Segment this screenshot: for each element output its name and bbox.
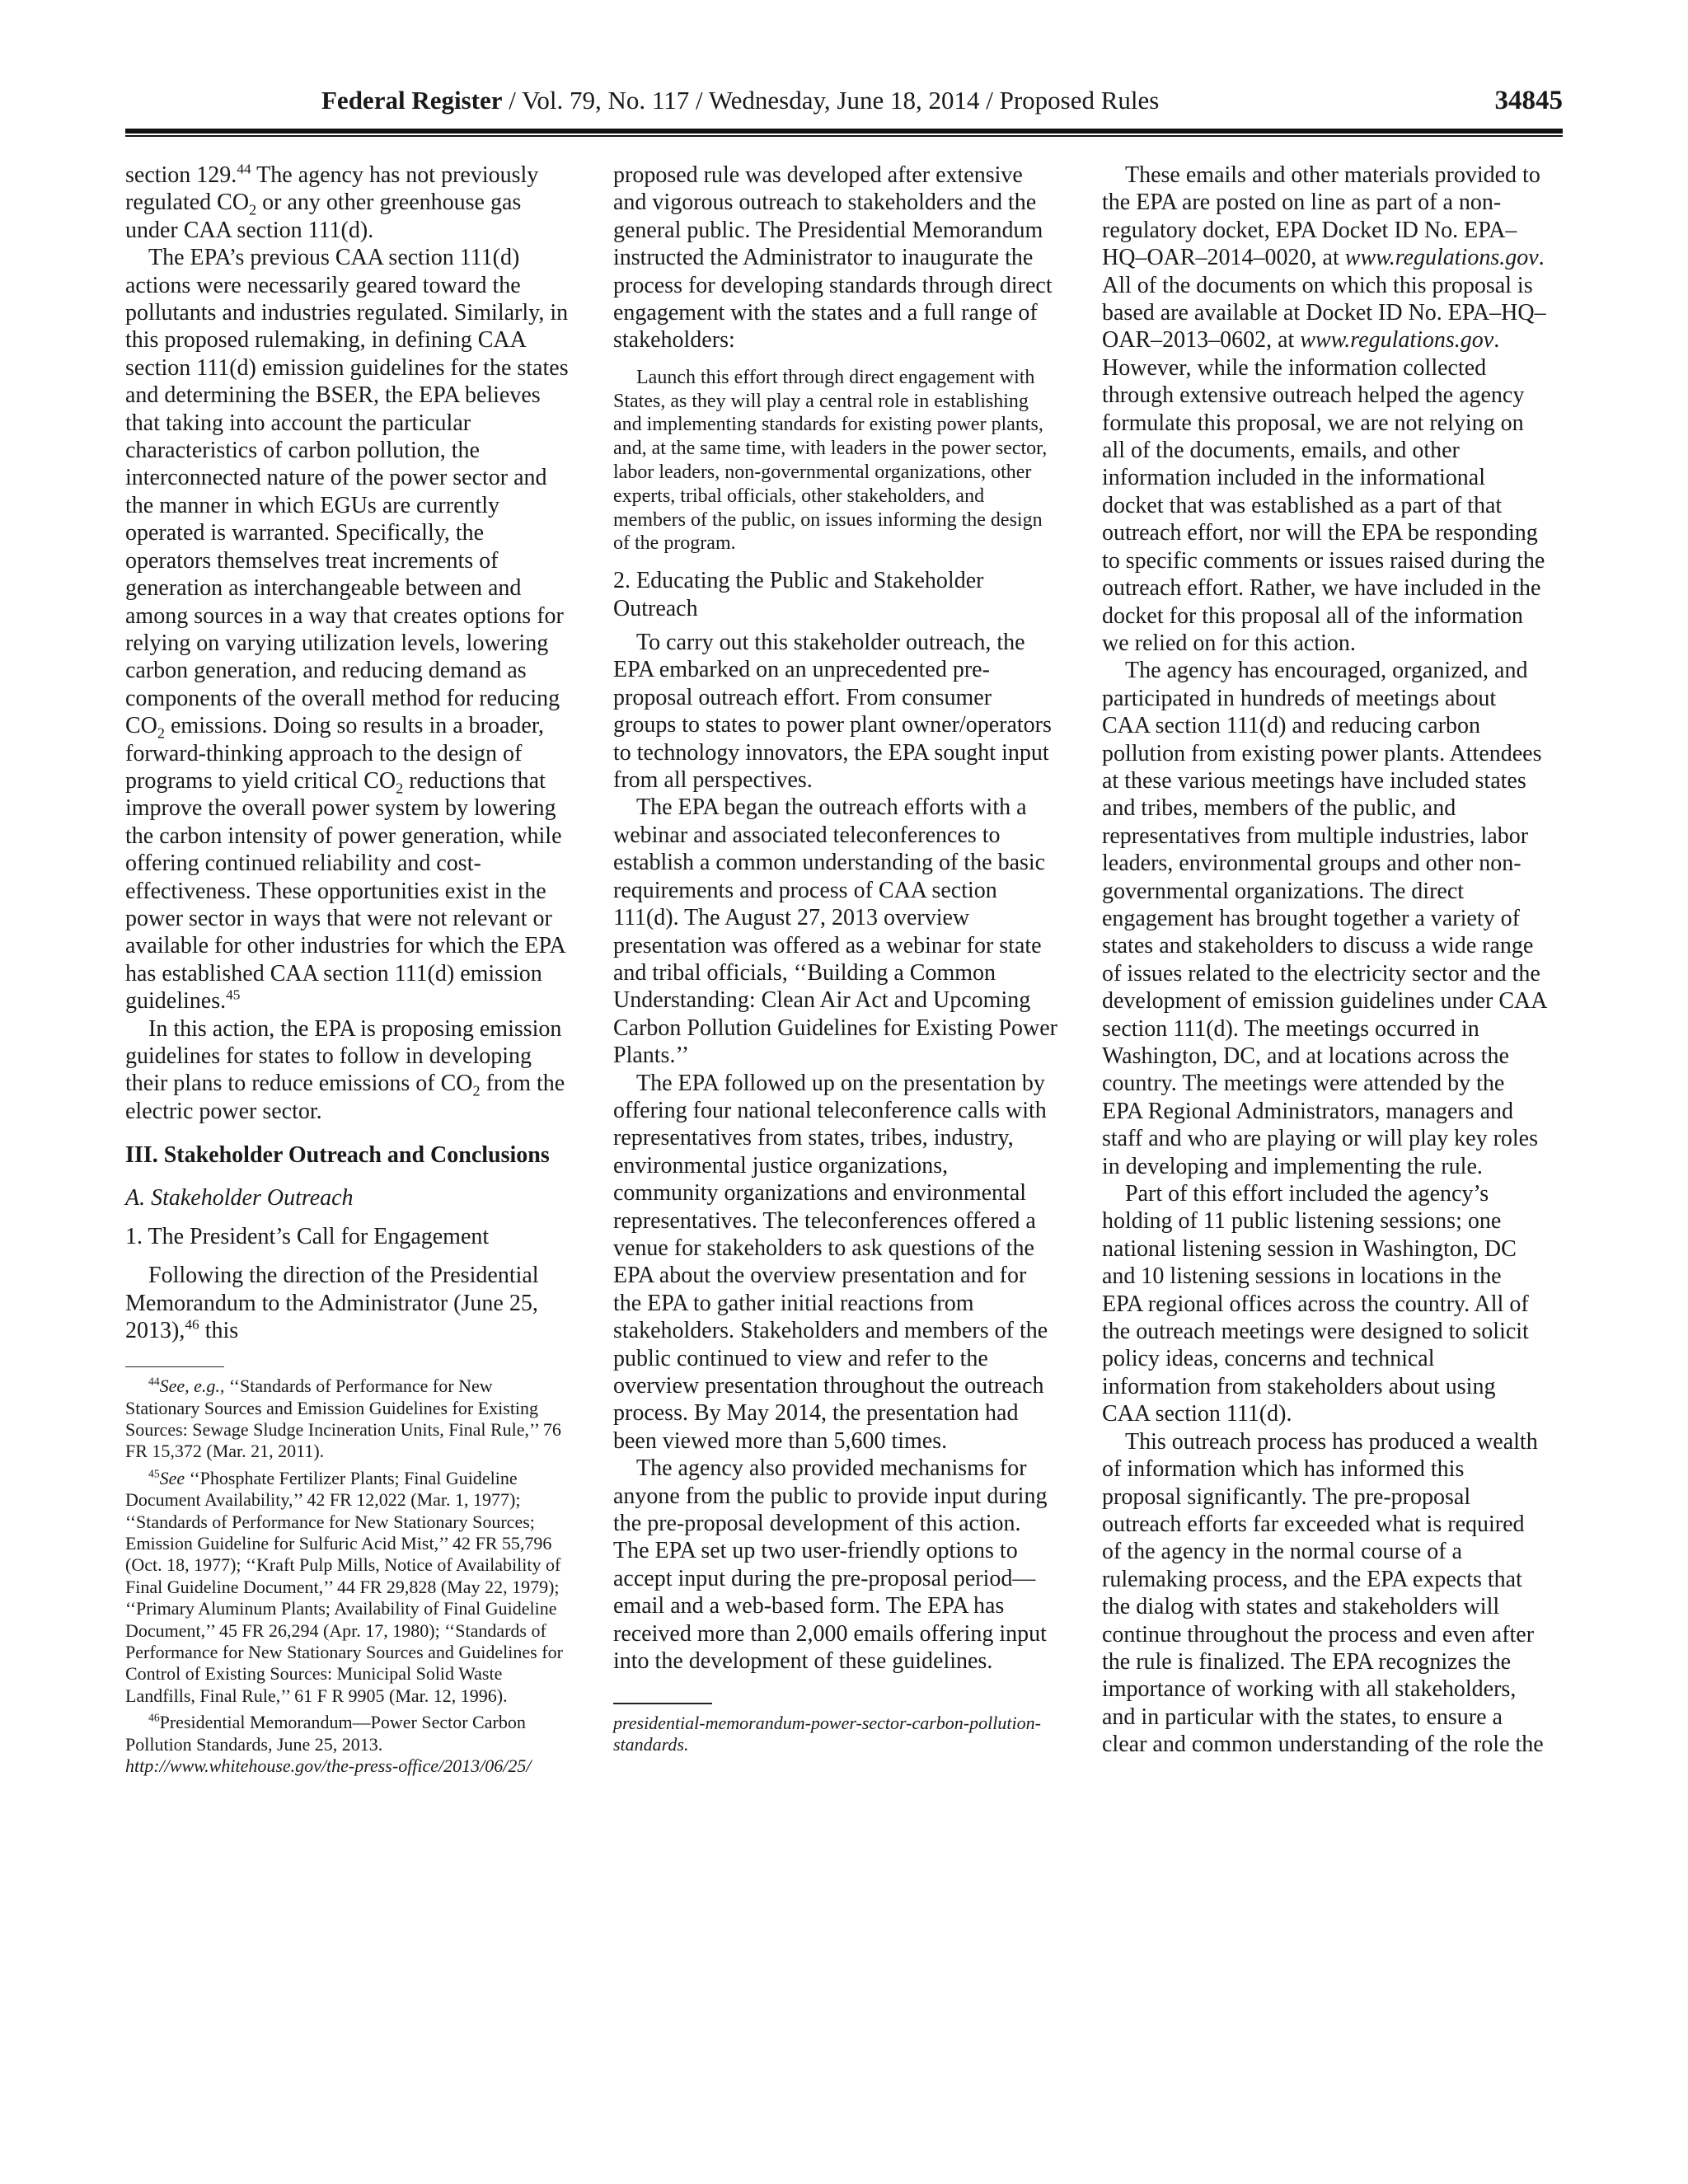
sub-heading: A. Stakeholder Outreach bbox=[125, 1184, 354, 1211]
header-rule-thick bbox=[125, 129, 1563, 134]
col1-paragraph-2: The EPA’s previous CAA section 111(d) actions were necessarily geared toward the pollutants and industries regulated. Similarly, in this proposed rulemaking, in defining CAA section 111(d) emission guidelines for the states and determining the BSER, the EPA believes that taking into account the particular characteristics of carbon pollution, the interconnected nature of the power sector and the manner in which EGUs are currently operated is warranted. Specifically, the operators themselves treat increments of generation as interchangeable between and among sources in a way that creates options for relying on varying utilization levels, lowering carbon generation, and reducing demand as components of the overall method for reducing $CO_2$ emissions. Doing so results in a broader, forward-thinking approach to the design of programs to yield critical $CO_2$ reductions that improve the overall power system by lowering the carbon intensity of power generation, while offering continued reliability and cost-effectiveness. These opportunities exist in the power sector in ways that were not relevant or available for other industries for which the EPA has established CAA section 111(d) emission guidelines.$^{45}$ bbox=[125, 245, 569, 1015]
regulations-gov-link-2[interactable]: www.regulations.gov bbox=[1300, 327, 1494, 354]
column-1 bbox=[125, 162, 570, 1782]
running-header bbox=[125, 86, 1563, 127]
col2-paragraph-4: The EPA followed up on the presentation by offering four national teleconference calls with representatives from states, tribes, industry, environmental justice organizations, community organizations and environmental representatives. The teleconferences offered a venue for stakeholders to ask questions of the EPA about the overview presentation and for the EPA to gather initial reactions from stakeholders. Stakeholders and members of the public continued to view and refer to the overview presentation throughout the outreach process. By May 2014, the presentation had been viewed more than 5,600 times. bbox=[613, 1070, 1048, 1454]
col2-paragraph-2: To carry out this stakeholder outreach, the EPA embarked on an unprecedented pre-proposal outreach effort. From consumer groups to states to power plant owner/operators to technology innovators, the EPA sought input from all perspectives. bbox=[613, 630, 1052, 794]
col2-paragraph-5: The agency also provided mechanisms for anyone from the public to provide input during the pre-proposal development of this action. The EPA set up two user-friendly options to accept input during the pre-proposal period—email and a web-based form. The EPA has received more than 2,000 emails offering input into the development of these guidelines. bbox=[613, 1455, 1048, 1675]
column-3 bbox=[1102, 162, 1547, 1759]
numbered-heading-1: 1. The President’s Call for Engagement bbox=[125, 1224, 490, 1250]
col3-paragraph-3: Part of this effort included the agency’s holding of 11 public listening sessions; one national listening session in Washington, DC and 10 listening sessions in locations in the EPA regional offices across the country. All of the outreach meetings were designed to solicit policy ideas, concerns and technical information from stakeholders about using CAA section 111(d). bbox=[1102, 1181, 1529, 1427]
section-heading: III. Stakeholder Outreach and Conclusions bbox=[125, 1142, 550, 1169]
footnote-ref-45[interactable]: 45 bbox=[226, 987, 241, 1003]
col3-paragraph-4: This outreach process has produced a wealth of information which has informed this proposal significantly. The pre-proposal outreach efforts far exceeded what is required of the agency in the normal course of a rulemaking process, and the EPA expects that the dialog with states and stakeholders will continue throughout the process and even after the rule is finalized. The EPA recognizes the importance of working with all stakeholders, and in particular with the states, to ensure a clear and common understanding of the role the bbox=[1102, 1428, 1544, 1758]
footnote-46-continuation bbox=[613, 1713, 1058, 1756]
col3-paragraph-2: The agency has encouraged, organized, and participated in hundreds of meetings about CAA section 111(d) and reducing carbon pollution from existing power plants. Attendees at these various meetings have included states and tribes, members of the public, and representatives from multiple industries, labor leaders, environmental groups and other non-governmental organizations. The direct engagement has brought together a variety of states and stakeholders to discuss a wide range of issues related to the electricity sector and the development of emission guidelines under CAA section 111(d). The meetings occurred in Washington, DC, and at locations across the country. The meetings were attended by the EPA Regional Administrators, managers and staff and who are playing or will play key roles in developing and implementing the rule. bbox=[1102, 658, 1546, 1179]
numbered-heading-2: 2. Educating the Public and Stakeholder Outreach bbox=[613, 568, 984, 621]
footnote-ref-44[interactable]: 44 bbox=[237, 161, 251, 177]
regulations-gov-link-1[interactable]: www.regulations.gov bbox=[1344, 245, 1539, 271]
whitehouse-link[interactable]: http://www.whitehouse.gov/the-press-office/2013/06/25/ bbox=[125, 1755, 532, 1777]
publication-name: Federal Register bbox=[321, 86, 503, 115]
col3-paragraph-1: These emails and other materials provided to the EPA are posted on line as part of a non-regulatory docket, EPA Docket ID No. EPA–HQ–OAR–2014–0020, at www.regulations.gov. All of the documents on which this proposal is based are available at Docket ID No. EPA–HQ–OAR–2013–0602, at www.regulations.gov. However, while the information collected through extensive outreach helped the agency formulate this proposal, we are not relying on all of the documents, emails, and other information included in the informational docket that was established as a part of that outreach effort, nor will the EPA be responding to specific comments or issues raised during the outreach effort. Rather, we have included in the docket for this proposal all of the information we relied on for this action. bbox=[1102, 162, 1546, 656]
footnote-44: $^{44}$See, e.g., ‘‘Standards of Performance for New Stationary Sources and Emission Guidelines for Existing Sources: Sewage Sludge Incineration Units, Final Rule,’’ 76 FR 15,372 (Mar. 21, 2011). bbox=[125, 1375, 561, 1462]
header-rule-thin bbox=[125, 135, 1563, 137]
page-number: 34845 bbox=[1494, 86, 1563, 115]
footnote-45: $^{45}$See ‘‘Phosphate Fertilizer Plants; Final Guideline Document Availability,’’ 42 FR 12,022 (Mar. 1, 1977); ‘‘Standards of Performance for New Stationary Sources; Emission Guideline for Sulfuric Acid Mist,’’ 42 FR 55,796 (Oct. 18, 1977); ‘‘Kraft Pulp Mills, Notice of Availability of Final Guideline Document,’’ 44 FR 29,828 (May 22, 1979); ‘‘Primary Aluminum Plants; Availability of Final Guideline Document,’’ 45 FR 26,294 (Apr. 17, 1980); ‘‘Standards of Performance for New Stationary Sources and Guidelines for Control of Existing Sources: Municipal Solid Waste Landfills, Final Rule,’’ 61 F R 9905 (Mar. 12, 1996). bbox=[125, 1467, 563, 1706]
footnote-46: $^{46}$Presidential Memorandum—Power Sector Carbon Pollution Standards, June 25, 2013. http://www.whitehouse.gov/the-press-office/2013/06/25/ bbox=[125, 1711, 532, 1777]
issue-info: / Vol. 79, No. 117 / Wednesday, June 18, 2014 / Proposed Rules bbox=[502, 86, 1160, 115]
col2-paragraph-1: proposed rule was developed after extensive and vigorous outreach to stakeholders and the general public. The Presidential Memorandum instructed the Administrator to inaugurate the process for developing standards through direct engagement with the states and a full range of stakeholders: bbox=[613, 162, 1053, 354]
column-2 bbox=[613, 162, 1058, 1761]
col2-paragraph-3: The EPA began the outreach efforts with a webinar and associated teleconferences to establish a common understanding of the basic requirements and process of CAA section 111(d). The August 27, 2013 overview presentation was offered as a webinar for state and tribal officials, ‘‘Building a Common Understanding: Clean Air Act and Upcoming Carbon Pollution Guidelines for Existing Power Plants.’’ bbox=[613, 794, 1057, 1069]
footnote-ref-46[interactable]: 46 bbox=[185, 1316, 199, 1333]
col1-paragraph-3: In this action, the EPA is proposing emission guidelines for states to follow in developing their plans to reduce emissions of $CO_2$ from the electric power sector. bbox=[125, 1015, 565, 1124]
col1-paragraph-4: Following the direction of the Presidential Memorandum to the Administrator (June 25, 2013),$^{46}$ this bbox=[125, 1263, 539, 1344]
whitehouse-link-continued[interactable]: presidential-memorandum-power-sector-carbon-pollution-standards. bbox=[613, 1712, 1041, 1755]
memorandum-extract: Launch this effort through direct engagement with States, as they will play a central role in establishing and implementing standards for existing power plants, and, at the same time, with leaders in the power sector, labor leaders, non-governmental organizations, other experts, tribal officials, other stakeholders, and members of the public, on issues informing the design of the program. bbox=[613, 366, 1048, 555]
col1-paragraph-1: section 129.44 The agency has not previously regulated $CO_2$ or any other greenhouse gas under CAA section 111(d). bbox=[125, 161, 539, 243]
footnote-rule-col2 bbox=[613, 1703, 712, 1704]
footnote-rule bbox=[125, 1366, 224, 1368]
header-title bbox=[321, 86, 1159, 115]
